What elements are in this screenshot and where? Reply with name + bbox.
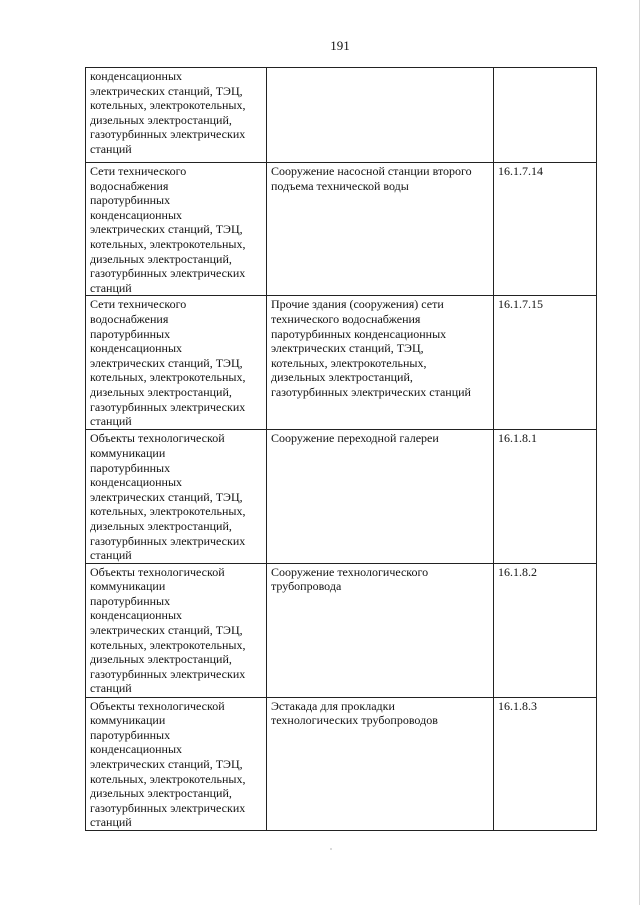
code-value: 16.1.8.3: [498, 698, 537, 713]
object-line: Объекты технологической: [90, 698, 225, 713]
code-value: 16.1.7.15: [498, 297, 543, 312]
object-line: Объекты технологической: [90, 564, 225, 579]
facility-cell: [267, 296, 494, 430]
facility-line: электрических станций, ТЭЦ,: [271, 341, 424, 356]
object-line: Объекты технологической: [90, 431, 225, 446]
table-row: [86, 296, 597, 430]
object-line: конденсационных: [90, 341, 183, 356]
object-line: электрических станций, ТЭЦ,: [90, 355, 243, 370]
code-value: 16.1.8.2: [498, 564, 537, 579]
object-cell: [86, 296, 267, 430]
facility-line: котельных, электрокотельных,: [271, 355, 427, 370]
table-row: [86, 163, 597, 296]
object-line: конденсационных: [90, 608, 183, 623]
facility-line: Сооружение технологического: [271, 564, 429, 579]
object-line: газотурбинных электрических: [90, 800, 246, 815]
object-line: станций: [90, 141, 132, 156]
object-line: дизельных электростанций,: [90, 251, 232, 266]
code-cell: [494, 68, 597, 163]
object-line: дизельных электростанций,: [90, 112, 232, 127]
facility-line: дизельных электростанций,: [271, 370, 413, 385]
classification-table: [85, 67, 597, 831]
object-line: котельных, электрокотельных,: [90, 236, 246, 251]
object-line: водоснабжения: [90, 178, 169, 193]
object-line: газотурбинных электрических: [90, 666, 246, 681]
facility-cell: [267, 697, 494, 830]
object-line: паротурбинных: [90, 326, 171, 341]
object-line: коммуникации: [90, 713, 166, 728]
object-line: электрических станций, ТЭЦ,: [90, 222, 243, 237]
facility-line: технического водоснабжения: [271, 311, 421, 326]
object-line: дизельных электростанций,: [90, 384, 232, 399]
object-cell: [86, 697, 267, 830]
object-line: паротурбинных: [90, 460, 171, 475]
object-cell: [86, 163, 267, 296]
object-cell: [86, 68, 267, 163]
code-value: 16.1.7.14: [498, 164, 543, 178]
code-cell: [494, 697, 597, 830]
facility-line: Сооружение переходной галереи: [271, 431, 439, 446]
object-line: электрических станций, ТЭЦ,: [90, 623, 243, 638]
table-row: [86, 563, 597, 697]
code-cell: [494, 163, 597, 296]
object-line: конденсационных: [90, 207, 183, 222]
object-line: конденсационных: [90, 742, 183, 757]
facility-line: Сооружение насосной станции второго: [271, 164, 472, 178]
facility-cell: [267, 430, 494, 563]
table-body: [86, 68, 597, 831]
object-line: коммуникации: [90, 579, 166, 594]
facility-line: технологических трубопроводов: [271, 713, 438, 728]
facility-cell: [267, 68, 494, 163]
object-line: электрических станций, ТЭЦ,: [90, 757, 243, 772]
object-line: электрических станций, ТЭЦ,: [90, 489, 243, 504]
facility-line: трубопровода: [271, 579, 342, 594]
object-line: котельных, электрокотельных,: [90, 637, 246, 652]
object-cell: [86, 430, 267, 563]
facility-cell: [267, 163, 494, 296]
object-line: конденсационных: [90, 475, 183, 490]
object-line: дизельных электростанций,: [90, 786, 232, 801]
object-cell: [86, 563, 267, 697]
page-number: 191: [330, 38, 350, 53]
object-line: Сети технического: [90, 164, 187, 178]
object-line: дизельных электростанций,: [90, 518, 232, 533]
object-line: газотурбинных электрических: [90, 533, 246, 548]
object-line: Сети технического: [90, 297, 187, 312]
object-line: газотурбинных электрических: [90, 399, 246, 414]
object-line: котельных, электрокотельных,: [90, 771, 246, 786]
facility-line: Эстакада для прокладки: [271, 698, 395, 713]
facility-line: газотурбинных электрических станций: [271, 384, 471, 399]
object-line: конденсационных: [90, 69, 183, 83]
object-line: паротурбинных: [90, 593, 171, 608]
object-line: станций: [90, 548, 132, 563]
code-cell: [494, 296, 597, 430]
code-cell: [494, 563, 597, 697]
facility-line: подъема технической воды: [271, 178, 409, 193]
table-row: [86, 697, 597, 830]
object-line: электрических станций, ТЭЦ,: [90, 83, 243, 98]
object-line: станций: [90, 815, 132, 830]
object-line: паротурбинных: [90, 727, 171, 742]
facility-line: паротурбинных конденсационных: [271, 326, 447, 341]
object-line: котельных, электрокотельных,: [90, 370, 246, 385]
object-line: дизельных электростанций,: [90, 652, 232, 667]
object-line: паротурбинных: [90, 193, 171, 208]
facility-cell: [267, 563, 494, 697]
object-line: котельных, электрокотельных,: [90, 504, 246, 519]
object-line: газотурбинных электрических: [90, 127, 246, 142]
object-line: коммуникации: [90, 445, 166, 460]
object-line: котельных, электрокотельных,: [90, 98, 246, 113]
scan-speck: [330, 848, 332, 850]
object-line: станций: [90, 414, 132, 429]
object-line: водоснабжения: [90, 311, 169, 326]
facility-line: Прочие здания (сооружения) сети: [271, 297, 444, 312]
table-row: [86, 68, 597, 163]
object-line: газотурбинных электрических: [90, 266, 246, 281]
table-row: [86, 430, 597, 563]
code-cell: [494, 430, 597, 563]
object-line: станций: [90, 681, 132, 696]
code-value: 16.1.8.1: [498, 431, 537, 446]
object-line: станций: [90, 280, 132, 295]
